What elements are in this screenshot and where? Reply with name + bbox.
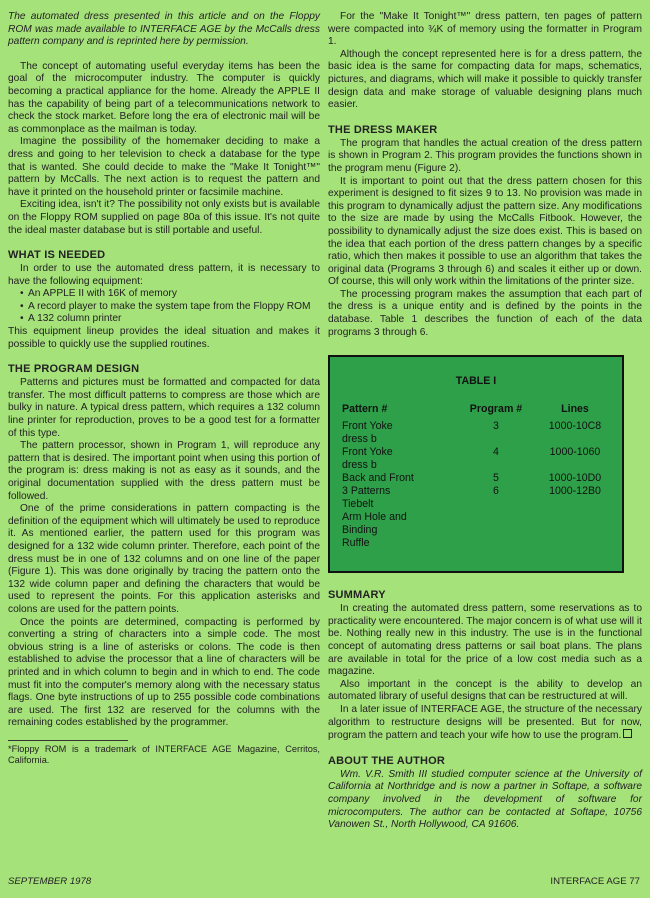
paragraph: The processing program makes the assumption that each part of the dress is a unique entity and is defined by the points in the database. Table 1 describes the function of each of the data programs 3 through 6. — [328, 288, 642, 338]
list-item: • A record player to make the system tape from the Floppy ROM — [20, 301, 320, 314]
equipment-list — [8, 288, 320, 326]
table-header-cell: Pattern # — [342, 403, 388, 416]
table-title: TABLE I — [455, 375, 497, 388]
section-heading-dress-maker: THE DRESS MAKER — [328, 123, 438, 136]
table-cell-program: 3 — [493, 420, 499, 433]
table-header-row — [342, 403, 612, 416]
paragraph: Once the points are determined, compacting is performed by converting a string of characters into a simple code. The most obvious string is a line of asterisks or colons. The code is then established to advise the processor that a line of characters will be printed and in which column to begin and in which to end. The code must fit into the computer's memory along with the necessary status flags. One byte instructions of up to 255 possible code combinations are used. The first 132 are reserved for the columns with the remaining codes established by the programmer. — [8, 616, 320, 729]
author-bio: Wm. V.R. Smith III studied computer science at the University of California at Northridge and is now a partner in Softape, a software company involved in the development of software for microcomputers. The author can be contacted at Softape, 10756 Vanowen St., North Hollywood, CA 91606. — [328, 768, 642, 831]
table-row — [342, 446, 612, 472]
left-column — [8, 11, 320, 766]
table-row — [342, 472, 612, 485]
section-heading-what-is-needed: WHAT IS NEEDED — [8, 249, 106, 262]
section-heading-summary: SUMMARY — [328, 589, 386, 602]
table-cell-program: 6 — [493, 485, 499, 498]
table-cell-pattern: 3 Patterns Tiebelt Arm Hole and Binding Ruffle — [342, 485, 407, 550]
table-row — [342, 485, 612, 550]
table-header-cell: Lines — [561, 403, 589, 416]
paragraph: In order to use the automated dress pattern, it is necessary to have the following equipment: — [8, 263, 320, 287]
table-cell-pattern: Front Yoke dress b — [342, 420, 393, 446]
footer-page-number: INTERFACE AGE 77 — [550, 876, 640, 887]
paragraph: Although the concept represented here is for a dress pattern, the basic idea is the same for compacting data for maps, schematics, pictures, and diagrams, which will make it possible to quickly transfer design data and make storage of valuable designing plans much easier. — [328, 48, 642, 111]
table-cell-lines: 1000-1060 — [549, 446, 601, 459]
paragraph: Imagine the possibility of the homemaker deciding to make a dress and going to her television to check a database for the type that is wanted. She could decide to make the "Make It Tonight™" pattern by McCalls. The next action is to request the pattern and have it printed on the household printer or facsimile machine. — [8, 136, 320, 198]
table-grid — [342, 403, 612, 550]
table-cell-pattern: Back and Front — [342, 472, 414, 485]
table-cell-program: 4 — [493, 446, 499, 459]
right-column — [328, 11, 642, 832]
section-heading-about-author: ABOUT THE AUTHOR — [328, 754, 446, 767]
intro-note: The automated dress presented in this article and on the Floppy ROM was made available to INTERFACE AGE by the McCalls dress pattern company and is reprinted here by permission. — [8, 11, 320, 48]
table-one — [328, 355, 624, 573]
footnote: *Floppy ROM is a trademark of INTERFACE AGE Magazine, Cerritos, California. — [8, 743, 320, 765]
end-of-article-mark — [623, 729, 632, 738]
table-header-cell: Program # — [469, 403, 523, 416]
footer-date: SEPTEMBER 1978 — [8, 876, 92, 887]
section-heading-program-design: THE PROGRAM DESIGN — [8, 363, 140, 376]
paragraph: Patterns and pictures must be formatted and compacted for data transfer. The most difficult patterns to compress are those which are bulky in nature. A typical dress pattern, which requires a 132 column line printer for reproduction, proves to be a good test for a formatter of this type. — [8, 377, 320, 439]
table-row — [342, 420, 612, 446]
table-cell-pattern: Front Yoke dress b — [342, 446, 393, 472]
list-item: • A 132 column printer — [20, 313, 320, 326]
paragraph: This equipment lineup provides the ideal situation and makes it possible to quickly use the supplied routines. — [8, 326, 320, 350]
paragraph — [328, 704, 642, 743]
paragraph: One of the prime considerations in pattern compacting is the definition of the equipment which will ultimately be used to reproduce it. As mentioned earlier, the pattern used for this program was designed for a 132 wide column printer. Therefore, each point of the dress must be in one of 132 columns and on one line of the paper (Figure 1). This was done originally by tracing the pattern onto the 132 wide column paper and defining the characters that would be used to represent the points. For this application asterisks and colons are used for the pattern points. — [8, 503, 320, 615]
paragraph: The pattern processor, shown in Program 1, will reproduce any pattern that is desired. The important point when using this portion of the program is: dress making is not as easy as it sounds, and the original documentation supplied with the dress pattern must be followed. — [8, 440, 320, 502]
paragraph-text: In a later issue of INTERFACE AGE, the structure of the necessary algorithm to restructure designs will be presented. But for now, program the pattern and teach your wife how to use the program. — [328, 704, 642, 742]
list-item: • An APPLE II with 16K of memory — [20, 288, 320, 301]
footnote-divider — [8, 740, 128, 741]
paragraph: The program that handles the actual creation of the dress pattern is shown in Program 2. This program provides the functions shown in the program menu (Figure 2). — [328, 137, 642, 174]
table-cell-lines: 1000-12B0 — [549, 485, 601, 498]
paragraph: Exciting idea, isn't it? The possibility not only exists but is available on the Floppy ROM supplied on page 80a of this issue. It's not quite the ideal master database but is still portable and useful. — [8, 199, 320, 236]
paragraph: The concept of automating useful everyday items has been the goal of the microcomputer industry. The computer is quickly becoming a practical appliance for the home. Already the APPLE II has the capability of being part of a telecommunications network to check the stock market. Before long the era of electronic mail will be as commonplace as the mailman is today. — [8, 60, 320, 135]
paragraph: It is important to point out that the dress pattern chosen for this experiment is designed to fit sizes 9 to 13. No provision was made in this program to dynamically adjust the pattern size. Any modifications to the size are made by using the McCalls Fitbook. However, the possibility to dynamically adjust the size does exist. This is based on the idea that each portion of the dress pattern changes by a specific ratio, which then makes it possible to use an algorithm that takes the original data (Programs 3 through 6) and scales it either up or down. Of course, this will only work within the limitations of the printer size. — [328, 175, 642, 288]
table-cell-lines: 1000-10C8 — [548, 420, 602, 433]
table-cell-lines: 1000-10D0 — [548, 472, 602, 485]
paragraph: Also important in the concept is the ability to develop an automated library of useful designs that can be restructured at will. — [328, 678, 642, 703]
table-cell-program: 5 — [493, 472, 499, 485]
paragraph: For the "Make It Tonight™" dress pattern, ten pages of pattern were compacted into ¾K of memory using the formatter in Program 1. — [328, 11, 642, 48]
paragraph: In creating the automated dress pattern, some reservations as to practicality were encountered. The major concern is of what use will it be. Nothing really new in this industry. The use is in the functional concept of automating dress patterns or sail boat plans. The plans are available in total for the price of a low cost media such as a magazine. — [328, 603, 642, 678]
